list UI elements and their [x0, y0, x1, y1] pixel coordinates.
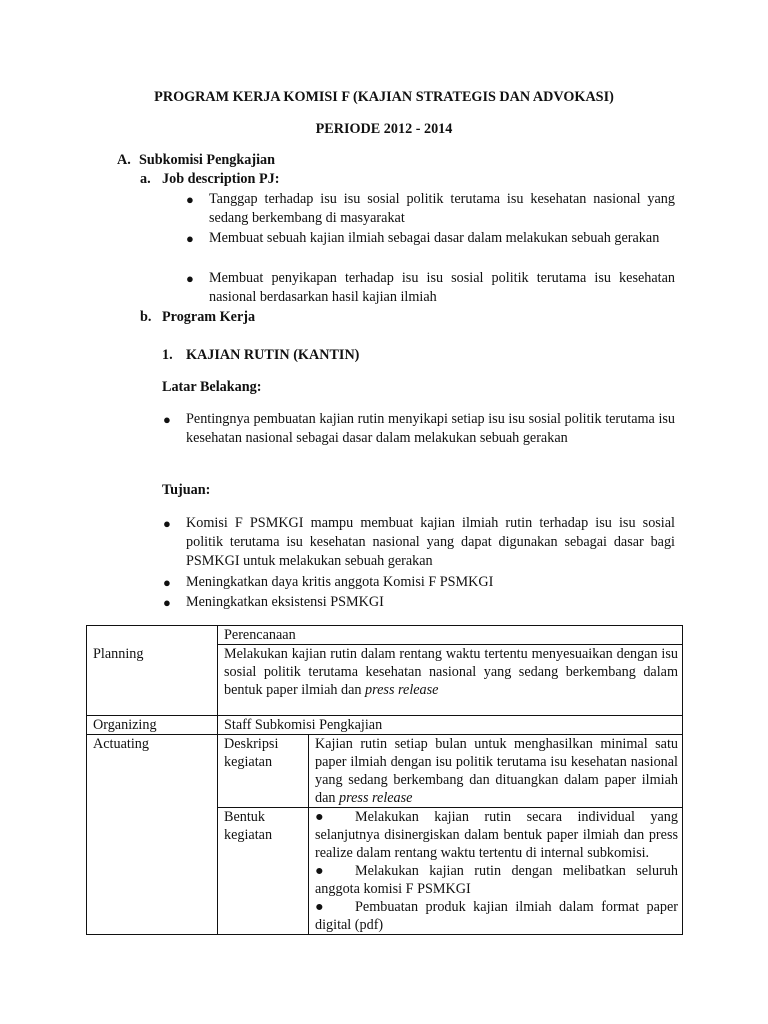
bentuk-item-2: ● Melakukan kajian rutin dengan melibatkan seluruh anggota komisi F PSMKGI — [315, 863, 678, 897]
table-row — [87, 645, 683, 716]
table-cell-empty — [87, 626, 218, 645]
bullet-icon: ● — [186, 271, 194, 286]
table-row — [87, 735, 683, 808]
table-row — [87, 716, 683, 735]
document-period: PERIODE 2012 - 2014 — [315, 121, 453, 137]
desc-italic: press release — [339, 790, 413, 806]
planning-label: Planning — [87, 645, 218, 716]
bullet-icon: ● — [163, 516, 171, 531]
item1-title: KAJIAN RUTIN (KANTIN) — [186, 347, 360, 363]
background-item-1: Pentingnya pembuatan kajian rutin menyikapi setiap isu isu sosial politik terutama isu kesehatan nasional sebagai dasar dalam melakukan sebuah gerakan — [186, 411, 675, 446]
goal-item-2: Meningkatkan daya kritis anggota Komisi F PSMKGI — [186, 574, 494, 590]
job-item-2: Membuat sebuah kajian ilmiah sebagai dasar dalam melakukan sebuah gerakan — [209, 230, 660, 246]
goal-item-3: Meningkatkan eksistensi PSMKGI — [186, 594, 384, 610]
section-a-title: Subkomisi Pengkajian — [139, 152, 276, 168]
actuating-label: Actuating — [87, 735, 218, 935]
background-title: Latar Belakang: — [162, 379, 262, 395]
planning-text-cell — [218, 645, 683, 716]
bullet-icon: ● — [163, 595, 171, 610]
program-table — [86, 625, 683, 935]
bullet-icon: ● — [315, 863, 324, 879]
planning-text: Melakukan kajian rutin dalam rentang waktu tertentu menyesuaikan dengan isu sosial politik terutama kesehatan nasional yang sedang berkembang dalam bentuk paper ilmiah dan — [224, 646, 678, 698]
section-a-label: A. — [117, 152, 131, 168]
planning-italic: press release — [365, 682, 439, 698]
desc-label: Deskripsi kegiatan — [218, 735, 309, 808]
bullet-icon: ● — [315, 809, 324, 825]
program-title: Program Kerja — [162, 309, 256, 325]
bentuk-item-1: ● Melakukan kajian rutin secara individual yang selanjutnya disinergiskan dalam bentuk paper ilmiah dan press realize dalam rentang waktu tertentu di internal subkomisi. — [315, 809, 678, 861]
table-row — [87, 626, 683, 645]
program-label: b. — [140, 309, 152, 325]
bullet-icon: ● — [186, 192, 194, 207]
desc-text: Kajian rutin setiap bulan untuk menghasilkan minimal satu paper ilmiah dengan isu politik terutama isu kesehatan nasional yang sedang berkembang dan dituangkan dalam paper ilmiah dan — [315, 736, 678, 806]
goal-item-1: Komisi F PSMKGI mampu membuat kajian ilmiah rutin terhadap isu isu sosial politik terutama isu kesehatan nasional yang dapat digunakan sebagai dasar bagi PSMKGI untuk melakukan sebuah gerakan — [186, 515, 675, 569]
desc-text-cell — [309, 735, 683, 808]
bentuk-item-3: ● Pembuatan produk kajian ilmiah dalam format paper digital (pdf) — [315, 899, 678, 933]
job-title: Job description PJ: — [162, 171, 280, 187]
bullet-icon: ● — [163, 412, 171, 427]
bullet-icon: ● — [315, 899, 324, 915]
goals-title: Tujuan: — [162, 482, 211, 498]
document-title: PROGRAM KERJA KOMISI F (KAJIAN STRATEGIS DAN ADVOKASI) — [154, 89, 614, 105]
bullet-icon: ● — [186, 231, 194, 246]
bentuk-label: Bentuk kegiatan — [218, 808, 309, 935]
job-item-3: Membuat penyikapan terhadap isu isu sosial politik terutama isu kesehatan nasional berdasarkan hasil kajian ilmiah — [209, 270, 675, 305]
organizing-text: Staff Subkomisi Pengkajian — [218, 716, 683, 735]
job-item-1: Tanggap terhadap isu isu sosial politik terutama isu kesehatan nasional yang sedang berkembang di masyarakat — [209, 191, 675, 226]
bentuk-list — [309, 808, 683, 935]
item1-label: 1. — [162, 347, 173, 363]
job-label: a. — [140, 171, 151, 187]
organizing-label: Organizing — [87, 716, 218, 735]
bullet-icon: ● — [163, 575, 171, 590]
planning-head: Perencanaan — [218, 626, 683, 645]
